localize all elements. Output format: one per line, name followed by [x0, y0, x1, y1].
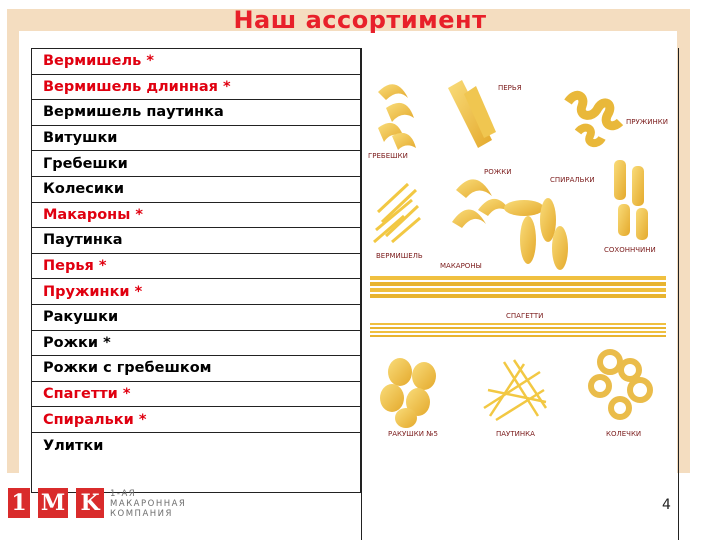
label-pruzhinki: ПРУЖИНКИ — [626, 118, 668, 126]
product-row: Макароны * — [31, 203, 361, 229]
company-logo — [8, 488, 193, 522]
label-spagetti: СПАГЕТТИ — [506, 312, 544, 320]
logo-mark-1: 1 — [8, 488, 30, 518]
label-spiralki: СПИРАЛЬКИ — [550, 176, 595, 184]
logo-mark-k: K — [76, 488, 104, 518]
kolechki-pasta-icon — [591, 352, 650, 417]
product-row: Вермишель длинная * — [31, 75, 361, 101]
product-row: Колесики — [31, 177, 361, 203]
label-rakushki: РАКУШКИ №5 — [388, 430, 438, 438]
pasta-assortment-image — [364, 72, 676, 452]
product-row: Перья * — [31, 254, 361, 280]
label-perya: ПЕРЬЯ — [498, 84, 522, 92]
product-row: Вермишель * — [31, 49, 361, 75]
product-row: Паутинка — [31, 228, 361, 254]
product-row: Витушки — [31, 126, 361, 152]
label-sokhonnyi: СОХОННЧИНИ — [604, 246, 656, 254]
spiralki-pasta-icon — [504, 198, 568, 270]
logo-line-3: КОМПАНИЯ — [110, 509, 173, 519]
table-divider — [361, 48, 362, 540]
label-grebeshki: ГРЕБЕШКИ — [368, 152, 408, 160]
page-title: Наш ассортимент — [233, 6, 487, 34]
page-number: 4 — [662, 497, 671, 513]
vermishel-pasta-icon — [374, 184, 420, 242]
logo-mark-m: M — [38, 488, 68, 518]
product-row: Рожки с гребешком — [31, 356, 361, 382]
sokhonnyi-pasta-icon — [614, 160, 648, 240]
product-row: Гребешки — [31, 151, 361, 177]
logo-line-1: 1-АЯ — [110, 489, 137, 499]
product-row: Рожки * — [31, 331, 361, 357]
grebeshki-pasta-icon — [378, 84, 416, 150]
product-row: Спиральки * — [31, 407, 361, 433]
product-row: Пружинки * — [31, 279, 361, 305]
logo-line-2: МАКАРОННАЯ — [110, 499, 187, 509]
label-kolechki: КОЛЕЧКИ — [606, 430, 642, 438]
label-pautinka: ПАУТИНКА — [496, 430, 535, 438]
table-border-right — [678, 48, 679, 540]
logo-wordmark — [110, 489, 186, 519]
pautinka-pasta-icon — [484, 360, 546, 420]
pruzhinki-pasta-icon — [568, 95, 620, 143]
perya-pasta-icon — [448, 80, 496, 148]
product-row: Улитки — [31, 433, 361, 493]
rakushki-pasta-icon — [380, 358, 436, 428]
label-rozhki: РОЖКИ — [484, 168, 512, 176]
label-makarony: МАКАРОНЫ — [440, 262, 482, 270]
product-row: Вермишель паутинка — [31, 100, 361, 126]
product-row: Спагетти * — [31, 382, 361, 408]
label-vermishel: ВЕРМИШЕЛЬ — [376, 252, 423, 260]
makarony-pasta-icon — [452, 179, 512, 228]
product-row: Ракушки — [31, 305, 361, 331]
spagetti-pasta-icon — [370, 276, 666, 336]
product-list-table — [31, 48, 361, 493]
